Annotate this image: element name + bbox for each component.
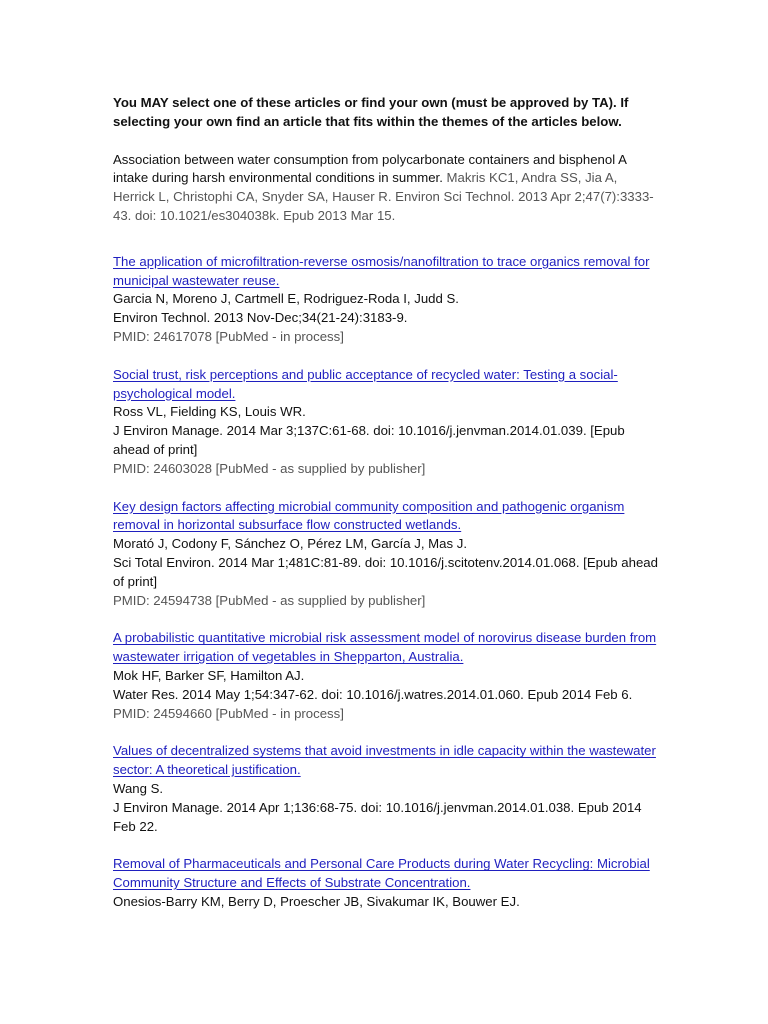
article-entry (113, 498, 661, 611)
article-entry (113, 742, 661, 836)
article-pmid: PMID: 24603028 [PubMed - as supplied by publisher] (113, 460, 426, 476)
article-authors: Morató J, Codony F, Sánchez O, Pérez LM, García J, Mas J. (113, 536, 467, 552)
article-citation: Sci Total Environ. 2014 Mar 1;481C:81-89. doi: 10.1016/j.scitotenv.2014.01.068. [Epub ahead of print] (113, 554, 658, 589)
article-title-link[interactable]: Social trust, risk perceptions and public acceptance of recycled water: Testing a social-psychological model. (113, 366, 618, 401)
article-authors-citation: Makris KC1, Andra SS, Jia A, Herrick L, Christophi CA, Snyder SA, Hauser R. Environ Sci Technol. 2013 Apr 2;47(7):3333-43. doi: 10.1021/es304038k. Epub 2013 Mar 15. (113, 170, 654, 223)
article-entry (113, 855, 661, 911)
instructions-text: You MAY select one of these articles or find your own (must be approved by TA). If selecting your own find an article that fits within the themes of the articles below. (113, 95, 629, 129)
article-title-link[interactable]: Values of decentralized systems that avoid investments in idle capacity within the wastewater sector: A theoretical justification. (113, 743, 656, 778)
article-authors: Garcia N, Moreno J, Cartmell E, Rodriguez-Roda I, Judd S. (113, 291, 459, 307)
article-citation: J Environ Manage. 2014 Mar 3;137C:61-68. doi: 10.1016/j.jenvman.2014.01.039. [Epub ahead of print] (113, 423, 625, 457)
article-title-link[interactable]: Removal of Pharmaceuticals and Personal Care Products during Water Recycling: Microbial Community Structure and Effects of Substrate Concentration. (113, 856, 650, 891)
article-entry (113, 366, 661, 479)
article-title-link[interactable]: The application of microfiltration-reverse osmosis/nanofiltration to trace organics removal for municipal wastewater reuse. (113, 253, 650, 288)
article-pmid: PMID: 24594738 [PubMed - as supplied by publisher] (113, 592, 426, 608)
article-entry (113, 629, 661, 723)
article-authors: Mok HF, Barker SF, Hamilton AJ. (113, 667, 305, 683)
article-authors: Onesios-Barry KM, Berry D, Proescher JB, Sivakumar IK, Bouwer EJ. (113, 893, 520, 909)
article-pmid: PMID: 24594660 [PubMed - in process] (113, 705, 344, 721)
article-entry (113, 151, 661, 226)
article-title-link[interactable]: Key design factors affecting microbial community composition and pathogenic organism removal in horizontal subsurface flow constructed wetlands. (113, 498, 625, 533)
article-entry (113, 253, 661, 347)
article-title-link[interactable]: A probabilistic quantitative microbial risk assessment model of norovirus disease burden from wastewater irrigation of vegetables in Shepparton, Australia. (113, 630, 657, 665)
article-pmid: PMID: 24617078 [PubMed - in process] (113, 328, 344, 344)
article-authors: Wang S. (113, 780, 164, 796)
article-citation: Environ Technol. 2013 Nov-Dec;34(21-24):3183-9. (113, 310, 408, 326)
article-authors: Ross VL, Fielding KS, Louis WR. (113, 404, 306, 420)
article-citation: J Environ Manage. 2014 Apr 1;136:68-75. doi: 10.1016/j.jenvman.2014.01.038. Epub 2014 Feb 22. (113, 799, 642, 834)
document-page (113, 94, 661, 931)
article-title-plain: Association between water consumption from polycarbonate containers and bisphenol A intake during harsh environmental conditions in summer. (113, 151, 627, 186)
article-citation: Water Res. 2014 May 1;54:347-62. doi: 10.1016/j.watres.2014.01.060. Epub 2014 Feb 6. (113, 686, 633, 702)
